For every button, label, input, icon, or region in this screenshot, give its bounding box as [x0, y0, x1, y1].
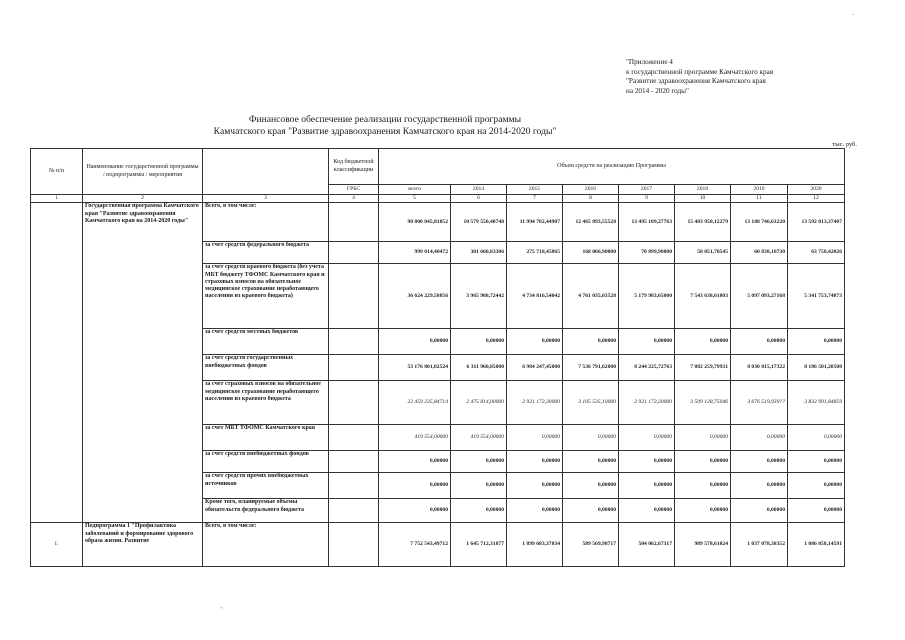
year-value: 0,00000 — [563, 451, 619, 473]
header-year: 2016 — [563, 185, 619, 195]
year-value: 12 465 893,55528 — [563, 203, 619, 242]
funding-source: Всего, в том числе: — [203, 203, 329, 242]
year-value: 8 244 225,72763 — [619, 355, 675, 381]
table-row — [31, 203, 845, 242]
year-value: 5 097 093,27168 — [731, 264, 788, 329]
program-name: Государственная программа Камчатского края "Развитие здравоохранения Камчатского края на 2014-2020 годы" — [83, 203, 203, 523]
header-row — [31, 149, 845, 185]
subprogram-number: 1. — [31, 523, 83, 567]
year-value: 504 062,67317 — [619, 523, 675, 567]
year-value: 1 645 712,31877 — [451, 523, 507, 567]
year-value: 2 921 173,20000 — [619, 381, 675, 425]
header-num: № п/п — [31, 149, 83, 195]
header-empty — [203, 149, 329, 195]
year-value: 7 536 791,62000 — [563, 355, 619, 381]
column-index: 4 — [329, 195, 379, 203]
year-value: 11 994 782,44907 — [507, 203, 563, 242]
header-year: 2015 — [507, 185, 563, 195]
year-value: 63 758,42026 — [788, 242, 845, 264]
year-value: 0,00000 — [675, 425, 731, 451]
grbs-code — [329, 264, 379, 329]
year-value: 0,00000 — [788, 425, 845, 451]
year-value: 4 761 035,03528 — [563, 264, 619, 329]
header-code: Код бюджетной классификации — [329, 149, 379, 185]
year-value: 8 030 815,17322 — [731, 355, 788, 381]
appendix-line-3: "Развитие здравоохранения Камчатского края — [626, 77, 766, 85]
year-value: 0,00000 — [731, 499, 788, 523]
year-value: 6 311 960,85000 — [451, 355, 507, 381]
year-value: 6 984 247,45000 — [507, 355, 563, 381]
funding-source: за счет средств внебюджетных фондов — [203, 451, 329, 473]
funding-source: за счет страховых взносов на обязательное медицинское страхование неработающего населения из краевого бюджета — [203, 381, 329, 425]
total-value: 7 752 543,49712 — [379, 523, 451, 567]
header-year: 2014 — [451, 185, 507, 195]
document-title — [150, 114, 620, 138]
column-index: 3 — [203, 195, 329, 203]
column-index: 10 — [675, 195, 731, 203]
year-value: 7 882 259,79931 — [675, 355, 731, 381]
scan-mark: ~ — [220, 606, 224, 612]
year-value: 0,00000 — [731, 329, 788, 355]
header-total: всего — [379, 185, 451, 195]
grbs-code — [329, 523, 379, 567]
grbs-code — [329, 242, 379, 264]
grbs-code — [329, 381, 379, 425]
year-value: 0,00000 — [507, 425, 563, 451]
total-value: 0,00000 — [379, 329, 451, 355]
header-name: Наименование государственной программы / подпрограммы / мероприятия — [83, 149, 203, 195]
year-value: 0,00000 — [619, 329, 675, 355]
grbs-code — [329, 355, 379, 381]
year-value: 58 051,70545 — [675, 242, 731, 264]
total-value: 53 176 801,82524 — [379, 355, 451, 381]
year-value: 5 179 983,65000 — [619, 264, 675, 329]
year-value: 0,00000 — [788, 329, 845, 355]
year-value: 0,00000 — [451, 329, 507, 355]
appendix-note — [626, 58, 773, 96]
year-value: 0,00000 — [619, 499, 675, 523]
column-index: 1 — [31, 195, 83, 203]
year-value: 0,00000 — [675, 499, 731, 523]
column-index: 11 — [731, 195, 788, 203]
index-row — [31, 195, 845, 203]
year-value: 419 554,00000 — [451, 425, 507, 451]
funding-source: за счет средств краевого бюджета (без учета МБТ бюджету ТФОМС Камчатского края и страховых взносов на обязательное медицинское страхование неработающего населения из краевого бюджета) — [203, 264, 329, 329]
title-line-2: Камчатского края "Развитие здравоохранения Камчатского края на 2014-2020 годы" — [213, 126, 557, 137]
financing-table — [30, 148, 845, 567]
year-value: 0,00000 — [619, 451, 675, 473]
column-index: 12 — [788, 195, 845, 203]
year-value: 0,00000 — [507, 473, 563, 499]
header-year: 2018 — [675, 185, 731, 195]
scan-mark: - — [852, 12, 854, 18]
units-label: тыс. руб. — [832, 141, 857, 148]
header-volume: Объем средств на реализацию Программы — [379, 149, 845, 185]
year-value: 589 569,98717 — [563, 523, 619, 567]
year-value: 3 676 519,939?? — [731, 381, 788, 425]
column-index: 5 — [379, 195, 451, 203]
subprogram-name: Подпрограмма 1 "Профилактика заболеваний и формирование здорового образа жизни. Развитие — [83, 523, 203, 567]
year-value: 1 086 858,14591 — [788, 523, 845, 567]
total-value: 22 459 235,84714 — [379, 381, 451, 425]
table-body — [31, 149, 845, 567]
total-value: 0,00000 — [379, 499, 451, 523]
funding-source: за счет средств государственных внебюджетных фондов — [203, 355, 329, 381]
year-value: 5 341 753,74873 — [788, 264, 845, 329]
appendix-line-4: на 2014 - 2020 годы" — [626, 86, 689, 95]
funding-source: Всего, в том числе: — [203, 523, 329, 567]
subprogram-row — [31, 523, 845, 567]
year-value: 2 921 173,30000 — [507, 381, 563, 425]
year-value: 2 475 814,00000 — [451, 381, 507, 425]
column-index: 7 — [507, 195, 563, 203]
grbs-code — [329, 473, 379, 499]
funding-source: за счет МБТ ТФОМС Камчатского края — [203, 425, 329, 451]
year-value: 13 188 746,63220 — [731, 203, 788, 242]
appendix-line-1: "Приложение 4 — [626, 58, 673, 66]
year-value: 0,00000 — [507, 329, 563, 355]
year-value: 0,00000 — [619, 473, 675, 499]
year-value: 3 105 535,10000 — [563, 381, 619, 425]
year-value: 3 509 128,75046 — [675, 381, 731, 425]
year-value: 70 899,90000 — [619, 242, 675, 264]
year-value: 0,00000 — [675, 329, 731, 355]
year-value: 0,00000 — [731, 473, 788, 499]
year-value: 60 838,18730 — [731, 242, 788, 264]
header-year: 2017 — [619, 185, 675, 195]
year-value: 168 066,90000 — [563, 242, 619, 264]
year-value: 13 592 013,37407 — [788, 203, 845, 242]
year-value: 0,00000 — [731, 451, 788, 473]
total-value: 999 014,40472 — [379, 242, 451, 264]
total-value: 0,00000 — [379, 451, 451, 473]
year-value: 0,00000 — [451, 499, 507, 523]
year-value: 0,00000 — [563, 473, 619, 499]
year-value: 0,00000 — [788, 451, 845, 473]
year-value: 0,00000 — [563, 329, 619, 355]
grbs-code — [329, 451, 379, 473]
year-value: 0,00000 — [675, 451, 731, 473]
year-value: 0,00000 — [507, 451, 563, 473]
year-value: 3 832 991,84859 — [788, 381, 845, 425]
year-value: 13 495 109,27763 — [619, 203, 675, 242]
year-value: 989 578,61024 — [675, 523, 731, 567]
column-index: 9 — [619, 195, 675, 203]
year-value: 3 965 988,72442 — [451, 264, 507, 329]
total-value: 0,00000 — [379, 473, 451, 499]
year-value: 0,00000 — [563, 499, 619, 523]
year-value: 0,00000 — [788, 499, 845, 523]
funding-source: за счет средств прочих внебюджетных источников — [203, 473, 329, 499]
appendix-line-2: к государственной программе Камчатского края — [626, 67, 774, 76]
funding-source: Кроме того, планируемые объемы обязательств федерального бюджета — [203, 499, 329, 523]
grbs-code — [329, 203, 379, 242]
year-value: 15 483 950,12279 — [675, 203, 731, 242]
year-value: 0,00000 — [451, 473, 507, 499]
year-value: 0,00000 — [451, 451, 507, 473]
row-number — [31, 203, 83, 523]
total-value: 419 554,00000 — [379, 425, 451, 451]
header-grbs: ГРБС — [329, 185, 379, 195]
year-value: 1 037 078,38352 — [731, 523, 788, 567]
title-line-1: Финансовое обеспечение реализации государственной программы — [248, 114, 522, 125]
column-index: 2 — [83, 195, 203, 203]
year-value: 8 186 501,20508 — [788, 355, 845, 381]
year-value: 0,00000 — [563, 425, 619, 451]
column-index: 6 — [451, 195, 507, 203]
year-value: 0,00000 — [731, 425, 788, 451]
header-year: 2019 — [731, 185, 788, 195]
year-value: 301 660,83306 — [451, 242, 507, 264]
year-value: 7 543 638,61803 — [675, 264, 731, 329]
year-value: 4 734 816,54042 — [507, 264, 563, 329]
year-value: 0,00000 — [619, 425, 675, 451]
funding-source: за счет средств местных бюджетов — [203, 329, 329, 355]
year-value: 1 899 683,37834 — [507, 523, 563, 567]
column-index: 8 — [563, 195, 619, 203]
total-value: 90 800 045,81852 — [379, 203, 451, 242]
grbs-code — [329, 425, 379, 451]
funding-source: за счет средств федерального бюджета — [203, 242, 329, 264]
year-value: 275 718,45865 — [507, 242, 563, 264]
grbs-code — [329, 499, 379, 523]
year-value: 0,00000 — [675, 473, 731, 499]
header-year: 2020 — [788, 185, 845, 195]
grbs-code — [329, 329, 379, 355]
year-value: 0,00000 — [507, 499, 563, 523]
year-value: 10 579 550,40748 — [451, 203, 507, 242]
total-value: 36 624 229,58856 — [379, 264, 451, 329]
year-value: 0,00000 — [788, 473, 845, 499]
